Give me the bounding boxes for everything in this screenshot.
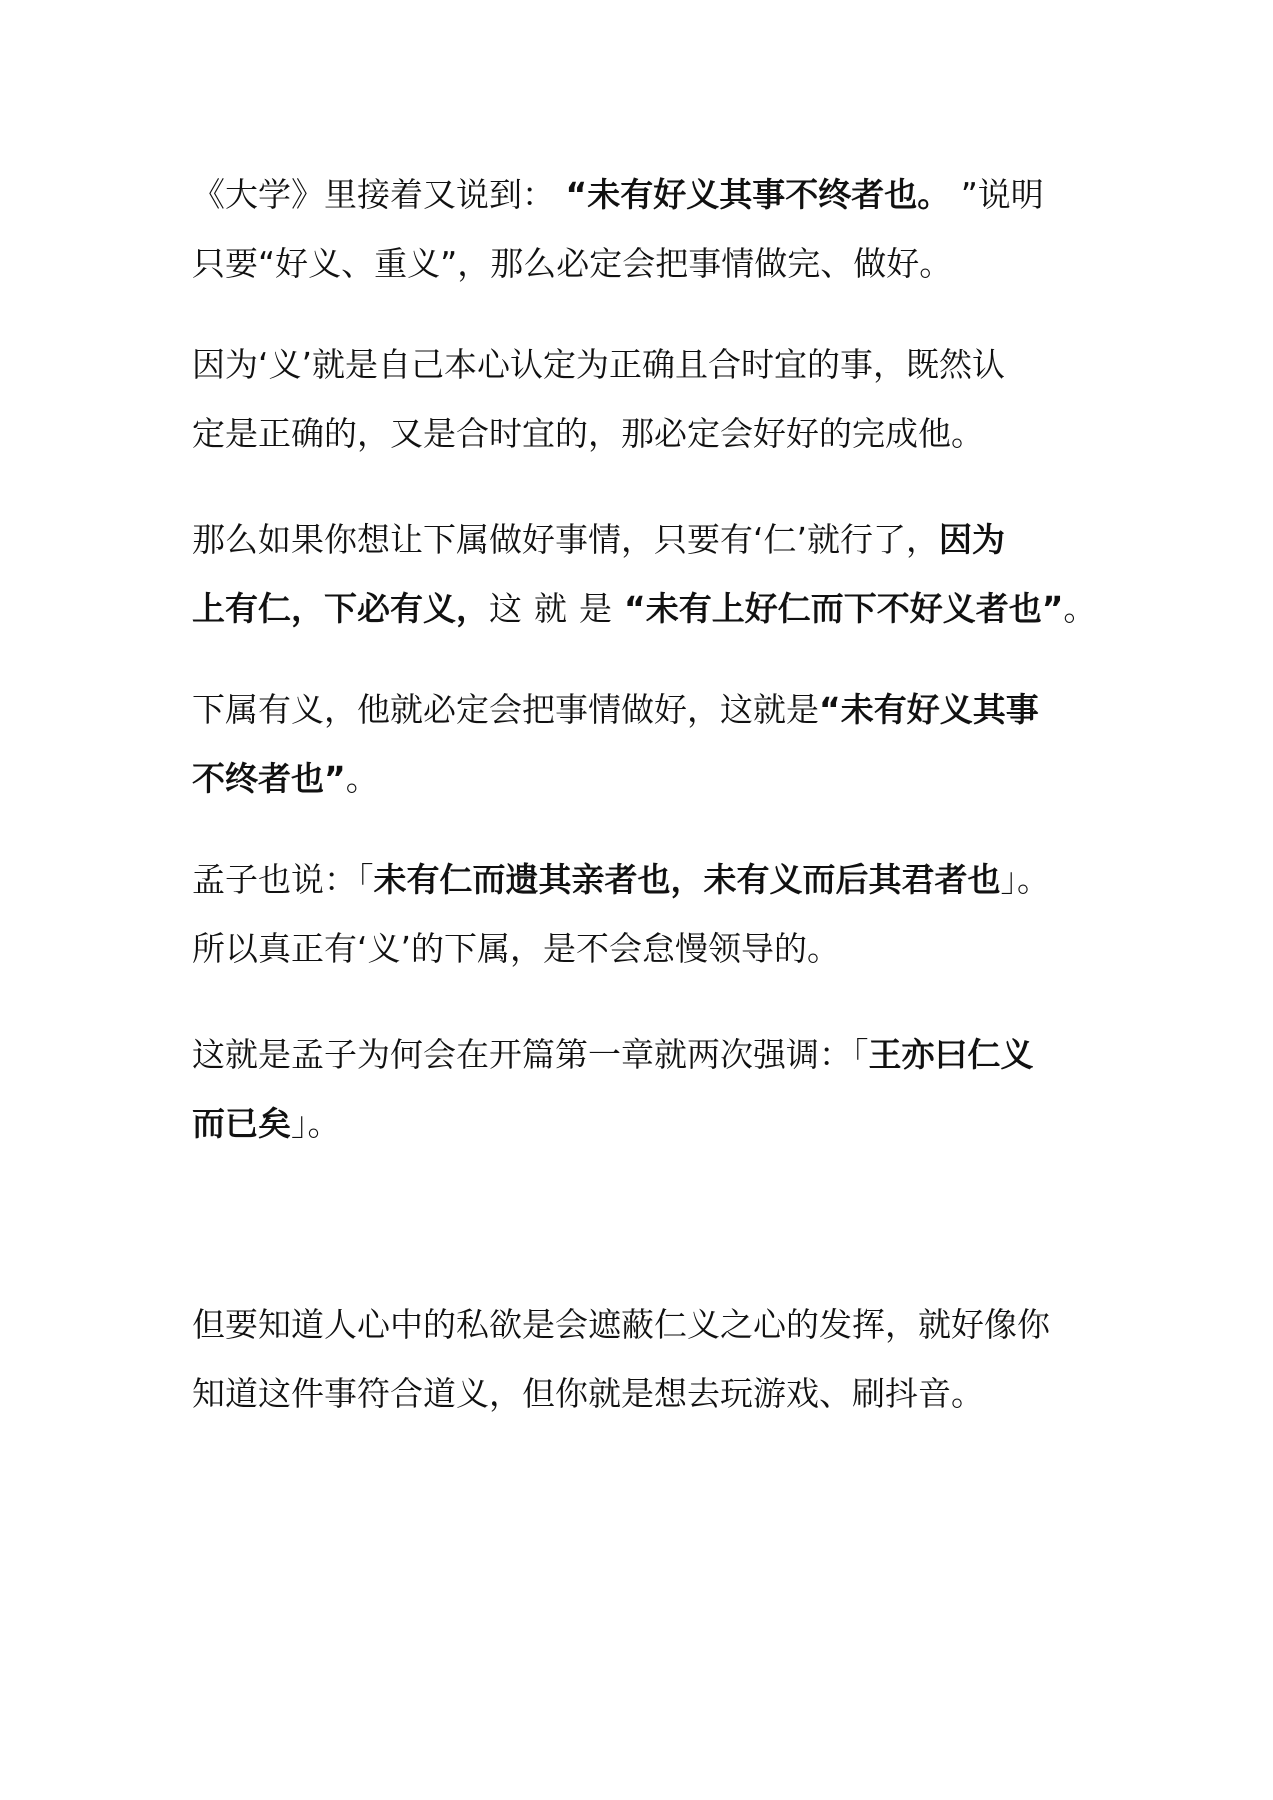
paragraph <box>192 505 1097 643</box>
text-line <box>192 744 1092 813</box>
text-line <box>192 330 1092 399</box>
text-line <box>192 574 1097 643</box>
bold-text: 上有仁，下必有义， <box>192 589 489 628</box>
paragraph <box>192 330 1092 468</box>
bold-text: 王亦曰仁义 <box>868 1035 1034 1074</box>
text: ”说明 <box>950 175 1044 214</box>
text: 。 <box>345 759 379 798</box>
text: 所以真正有‘义’的下属，是不会怠慢领导的。 <box>192 929 840 968</box>
text: 定是正确的，又是合时宜的，那必定会好好的完成他。 <box>192 414 984 453</box>
text-line <box>192 399 1092 468</box>
bold-text: 未有仁而遗其亲者也，未有义而后其君者也 <box>373 860 1001 899</box>
paragraph <box>192 675 1092 813</box>
text-line <box>192 1290 1092 1359</box>
text-line <box>192 1089 1092 1158</box>
text: 因为‘义’就是自己本心认定为正确且合时宜的事，既然认 <box>192 345 1005 384</box>
bold-text: “未有好义其事 <box>819 690 1039 729</box>
text: 知道这件事符合道义，但你就是想去玩游戏、刷抖音。 <box>192 1374 984 1413</box>
bold-text: 因为 <box>938 520 1005 559</box>
text: 」。 <box>1000 860 1050 899</box>
text: 《大学》里接着又说到： <box>192 175 566 214</box>
bold-text: “未有好义其事不终者也。 <box>565 175 951 214</box>
text: 那么如果你想让下属做好事情，只要有‘仁’就行了， <box>192 520 939 559</box>
text-line <box>192 505 1092 574</box>
text-line <box>192 914 1092 983</box>
text-line <box>192 845 1092 914</box>
bold-text: 而已矣 <box>192 1104 291 1143</box>
text: 」。 <box>291 1104 341 1143</box>
text-line <box>192 229 1092 298</box>
text: 。 <box>1063 589 1097 628</box>
paragraph <box>192 160 1092 298</box>
text: 孟子也说：「 <box>192 860 374 899</box>
text-line <box>192 160 1092 229</box>
bold-text: 不终者也” <box>192 759 346 798</box>
paragraph <box>192 845 1092 983</box>
text-line <box>192 675 1092 744</box>
text: 这就是 <box>489 589 624 628</box>
text-line <box>192 1020 1092 1089</box>
bold-text: “未有上好仁而下不好义者也” <box>624 589 1064 628</box>
text: 这就是孟子为何会在开篇第一章就两次强调：「 <box>192 1035 869 1074</box>
text: 下属有义，他就必定会把事情做好，这就是 <box>192 690 819 729</box>
paragraph <box>192 1020 1092 1158</box>
text-line <box>192 1359 1092 1428</box>
text: 只要“好义、重义”，那么必定会把事情做完、做好。 <box>192 244 953 283</box>
paragraph <box>192 1290 1092 1428</box>
text: 但要知道人心中的私欲是会遮蔽仁义之心的发挥，就好像你 <box>192 1305 1050 1344</box>
